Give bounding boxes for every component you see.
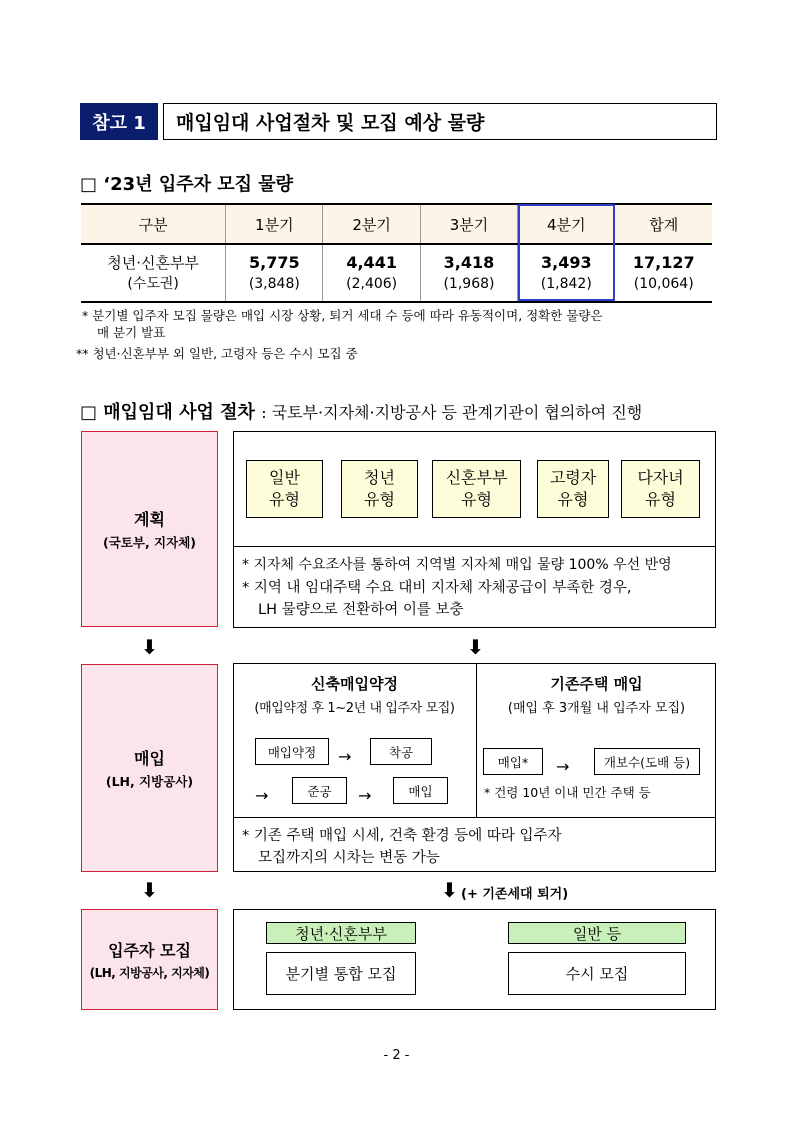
cell-value: 4,441	[346, 253, 397, 272]
type-box-multichild	[621, 460, 700, 518]
plan-sub: (국토부, 지자체)	[103, 535, 196, 550]
step-box: 준공	[292, 777, 347, 804]
purchase-stage-box	[81, 664, 218, 872]
row-sublabel: (수도권)	[127, 276, 179, 292]
down-arrow-icon: ⬇	[441, 878, 458, 902]
right-arrow-icon: →	[358, 786, 372, 805]
section2-subtitle: : 국토부·지자체·지방공사 등 관계기관이 협의하여 진행	[261, 403, 643, 422]
step-box: 매입약정	[255, 738, 329, 765]
table-header: 2분기	[323, 204, 420, 244]
table-header: 1분기	[226, 204, 323, 244]
general-recruit-box: 수시 모집	[508, 952, 686, 995]
section1-title: □ ‘23년 입주자 모집 물량	[80, 174, 294, 195]
purchase-h-divider	[233, 817, 716, 818]
plan-title: 계획	[134, 510, 165, 529]
type-label: 청년	[364, 468, 395, 487]
cell-value: 17,127	[632, 253, 695, 272]
section-tag: 참고 1	[80, 103, 158, 140]
type-label: 유형	[645, 490, 676, 509]
cell-subvalue: (3,848)	[248, 276, 300, 292]
page-title: 매입임대 사업절차 및 모집 예상 물량	[163, 103, 717, 140]
cell-value: 3,418	[443, 253, 495, 272]
type-box-elderly	[537, 460, 609, 518]
step-box: 개보수(도배 등)	[594, 748, 700, 775]
q4-highlight-box	[518, 204, 615, 301]
type-label: 다자녀	[637, 468, 684, 487]
table-cell	[615, 244, 712, 302]
type-label: 유형	[461, 490, 492, 509]
down-arrow-icon: ⬇	[141, 878, 158, 902]
table-header: 3분기	[420, 204, 517, 244]
cell-subvalue: (1,968)	[443, 276, 495, 292]
purchase-sub: (LH, 지방공사)	[105, 774, 194, 789]
plan-stage-box	[81, 431, 218, 627]
type-box-newlywed	[432, 460, 521, 518]
purchase-note: * 기존 주택 매입 시세, 건축 환경 등에 따라 입주자	[242, 828, 562, 844]
cell-subvalue: (2,406)	[346, 276, 398, 292]
plan-note: * 지자체 수요조사를 통하여 지역별 지자체 매입 물량 100% 우선 반영	[242, 557, 672, 573]
type-label: 유형	[557, 490, 589, 509]
existing-house-note: * 건령 10년 이내 민간 주택 등	[484, 785, 651, 800]
existing-house-title: 기존주택 매입	[550, 675, 643, 693]
table-cell	[323, 244, 420, 302]
recruit-volume-table	[81, 203, 712, 303]
section2-title-text: □ 매입임대 사업 절차	[80, 402, 255, 423]
plan-note: LH 물량으로 전환하여 이를 보충	[258, 602, 464, 618]
cell-value: 3,493	[541, 253, 592, 272]
cell-subvalue: (1,842)	[540, 276, 592, 292]
recruit-stage-box	[81, 909, 218, 1010]
plan-divider	[233, 546, 716, 547]
type-label: 일반	[269, 468, 300, 487]
step-box: 매입*	[483, 748, 543, 775]
table-header: 4분기	[518, 204, 615, 244]
cell-value: 5,775	[249, 253, 300, 272]
right-arrow-icon: →	[556, 757, 570, 776]
table-cell	[420, 244, 517, 302]
table-row	[81, 244, 712, 302]
note-line: 매 분기 발표	[97, 325, 166, 340]
table-cell	[226, 244, 323, 302]
section2-title	[80, 398, 642, 424]
youth-recruit-box: 분기별 통합 모집	[266, 952, 416, 995]
row-label: 청년·신혼부부	[107, 254, 199, 272]
type-label: 유형	[364, 490, 395, 509]
table-header-row	[81, 204, 712, 244]
right-arrow-icon: →	[255, 786, 269, 805]
table-header: 합계	[615, 204, 712, 244]
down-arrow-icon: ⬇	[467, 635, 484, 659]
page-number: - 2 -	[383, 1048, 410, 1063]
type-label: 유형	[269, 490, 300, 509]
step-box: 매입	[393, 777, 448, 804]
recruit-title: 입주자 모집	[108, 941, 191, 960]
table-header: 구분	[81, 204, 226, 244]
purchase-title: 매입	[134, 749, 165, 768]
type-box-general	[246, 460, 323, 518]
type-label: 고령자	[549, 468, 597, 487]
type-label: 신혼부부	[445, 468, 508, 487]
note-line: ** 청년·신혼부부 외 일반, 고령자 등은 수시 모집 중	[76, 346, 358, 361]
move-out-note: (+ 기존세대 퇴거)	[461, 887, 569, 902]
general-header-bar: 일반 등	[508, 922, 686, 944]
purchase-note: 모집까지의 시차는 변동 가능	[258, 850, 440, 866]
step-box: 착공	[370, 738, 432, 765]
youth-header-bar: 청년·신혼부부	[266, 922, 416, 944]
existing-house-sub: (매입 후 3개월 내 입주자 모집)	[507, 701, 686, 716]
new-build-sub: (매입약정 후 1~2년 내 입주자 모집)	[254, 701, 455, 716]
new-build-title: 신축매입약정	[311, 675, 398, 693]
recruit-sub: (LH, 지방공사, 지자체)	[89, 966, 210, 980]
down-arrow-icon: ⬇	[141, 635, 158, 659]
right-arrow-icon: →	[338, 747, 352, 766]
plan-note: * 지역 내 임대주택 수요 대비 지자체 자체공급이 부족한 경우,	[242, 580, 632, 596]
note-line: * 분기별 입주자 모집 물량은 매입 시장 상황, 퇴거 세대 수 등에 따라 유동적이며, 정확한 물량은	[82, 308, 603, 323]
table-cell	[81, 244, 226, 302]
type-box-youth	[341, 460, 418, 518]
cell-subvalue: (10,064)	[633, 276, 694, 292]
